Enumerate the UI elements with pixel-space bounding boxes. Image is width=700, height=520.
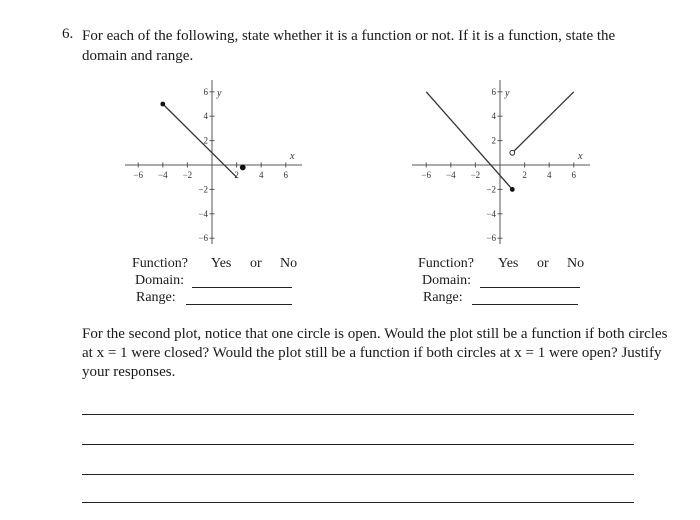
closed-endpoint: [160, 102, 165, 107]
y-tick-label: −2: [486, 184, 496, 195]
y-axis-label: y: [505, 88, 510, 99]
x-tick-label: 4: [258, 170, 264, 180]
plot-1-domain-blank[interactable]: [192, 287, 292, 288]
y-tick-label: 4: [203, 111, 208, 122]
y-tick-label: 6: [491, 86, 496, 97]
x-tick-label: −2: [182, 170, 193, 180]
y-tick-label: 6: [203, 86, 208, 97]
plot-1-domain-label: Domain:: [135, 273, 184, 288]
plot-2-domain-label: Domain:: [422, 273, 471, 288]
plot-1-range-label: Range:: [136, 290, 176, 305]
y-tick-label: 2: [491, 135, 496, 146]
x-tick-label: −4: [446, 170, 456, 180]
x-tick-label: 6: [283, 170, 289, 180]
plotted-point: [240, 165, 245, 170]
open-endpoint: [510, 150, 515, 155]
followup-question: For the second plot, notice that one circle is open. Would the plot still be a function if both circles at x = 1 were closed? Would the plot still be a function if both circles at x = 1 were open? Justify your responses.: [82, 326, 668, 380]
plot-2-range-blank[interactable]: [472, 304, 578, 305]
x-tick-label: 4: [546, 170, 552, 180]
x-tick-label: 2: [234, 170, 239, 180]
y-axis-label: y: [217, 88, 222, 99]
x-tick-label: 6: [571, 170, 577, 180]
plot-1-no-option[interactable]: No: [280, 256, 298, 271]
plot-1-range-blank[interactable]: [186, 304, 292, 305]
y-tick-label: −4: [486, 208, 496, 219]
x-tick-label: 2: [522, 170, 527, 180]
y-tick-label: −6: [198, 233, 208, 244]
x-tick-label: −6: [133, 170, 143, 180]
plot-1-function-label: Function?: [132, 256, 188, 271]
y-tick-label: −4: [198, 208, 208, 219]
x-tick-label: −2: [470, 170, 481, 180]
plot-2-domain-blank[interactable]: [480, 287, 580, 288]
y-tick-label: −6: [486, 233, 496, 244]
x-axis-label: x: [290, 151, 295, 162]
plot-2-no-option[interactable]: No: [567, 256, 585, 271]
closed-endpoint: [510, 187, 515, 192]
y-tick-label: 2: [203, 135, 208, 146]
plot-1-or-text: or: [250, 256, 262, 271]
graph-segment: [163, 104, 237, 177]
x-axis-label: x: [578, 151, 583, 162]
plot-2-range-label: Range:: [423, 290, 463, 305]
x-tick-label: −6: [421, 170, 431, 180]
answer-line[interactable]: [82, 502, 634, 503]
graph-segment: [512, 92, 574, 153]
plot-2-or-text: or: [537, 256, 549, 271]
plot-2: [412, 80, 590, 244]
plot-2-yes-option[interactable]: Yes: [498, 256, 519, 271]
y-tick-label: −2: [198, 184, 208, 195]
plot-1: [125, 80, 302, 244]
answer-line[interactable]: [82, 444, 634, 445]
answer-line[interactable]: [82, 414, 634, 415]
question-prompt: For each of the following, state whether it is a function or not. If it is a function, state the domain and range.: [82, 28, 616, 64]
plot-2-function-label: Function?: [418, 256, 474, 271]
y-tick-label: 4: [491, 111, 496, 122]
answer-line[interactable]: [82, 474, 634, 475]
question-number: 6.: [62, 26, 74, 42]
x-tick-label: −4: [158, 170, 168, 180]
plot-1-yes-option[interactable]: Yes: [211, 256, 232, 271]
